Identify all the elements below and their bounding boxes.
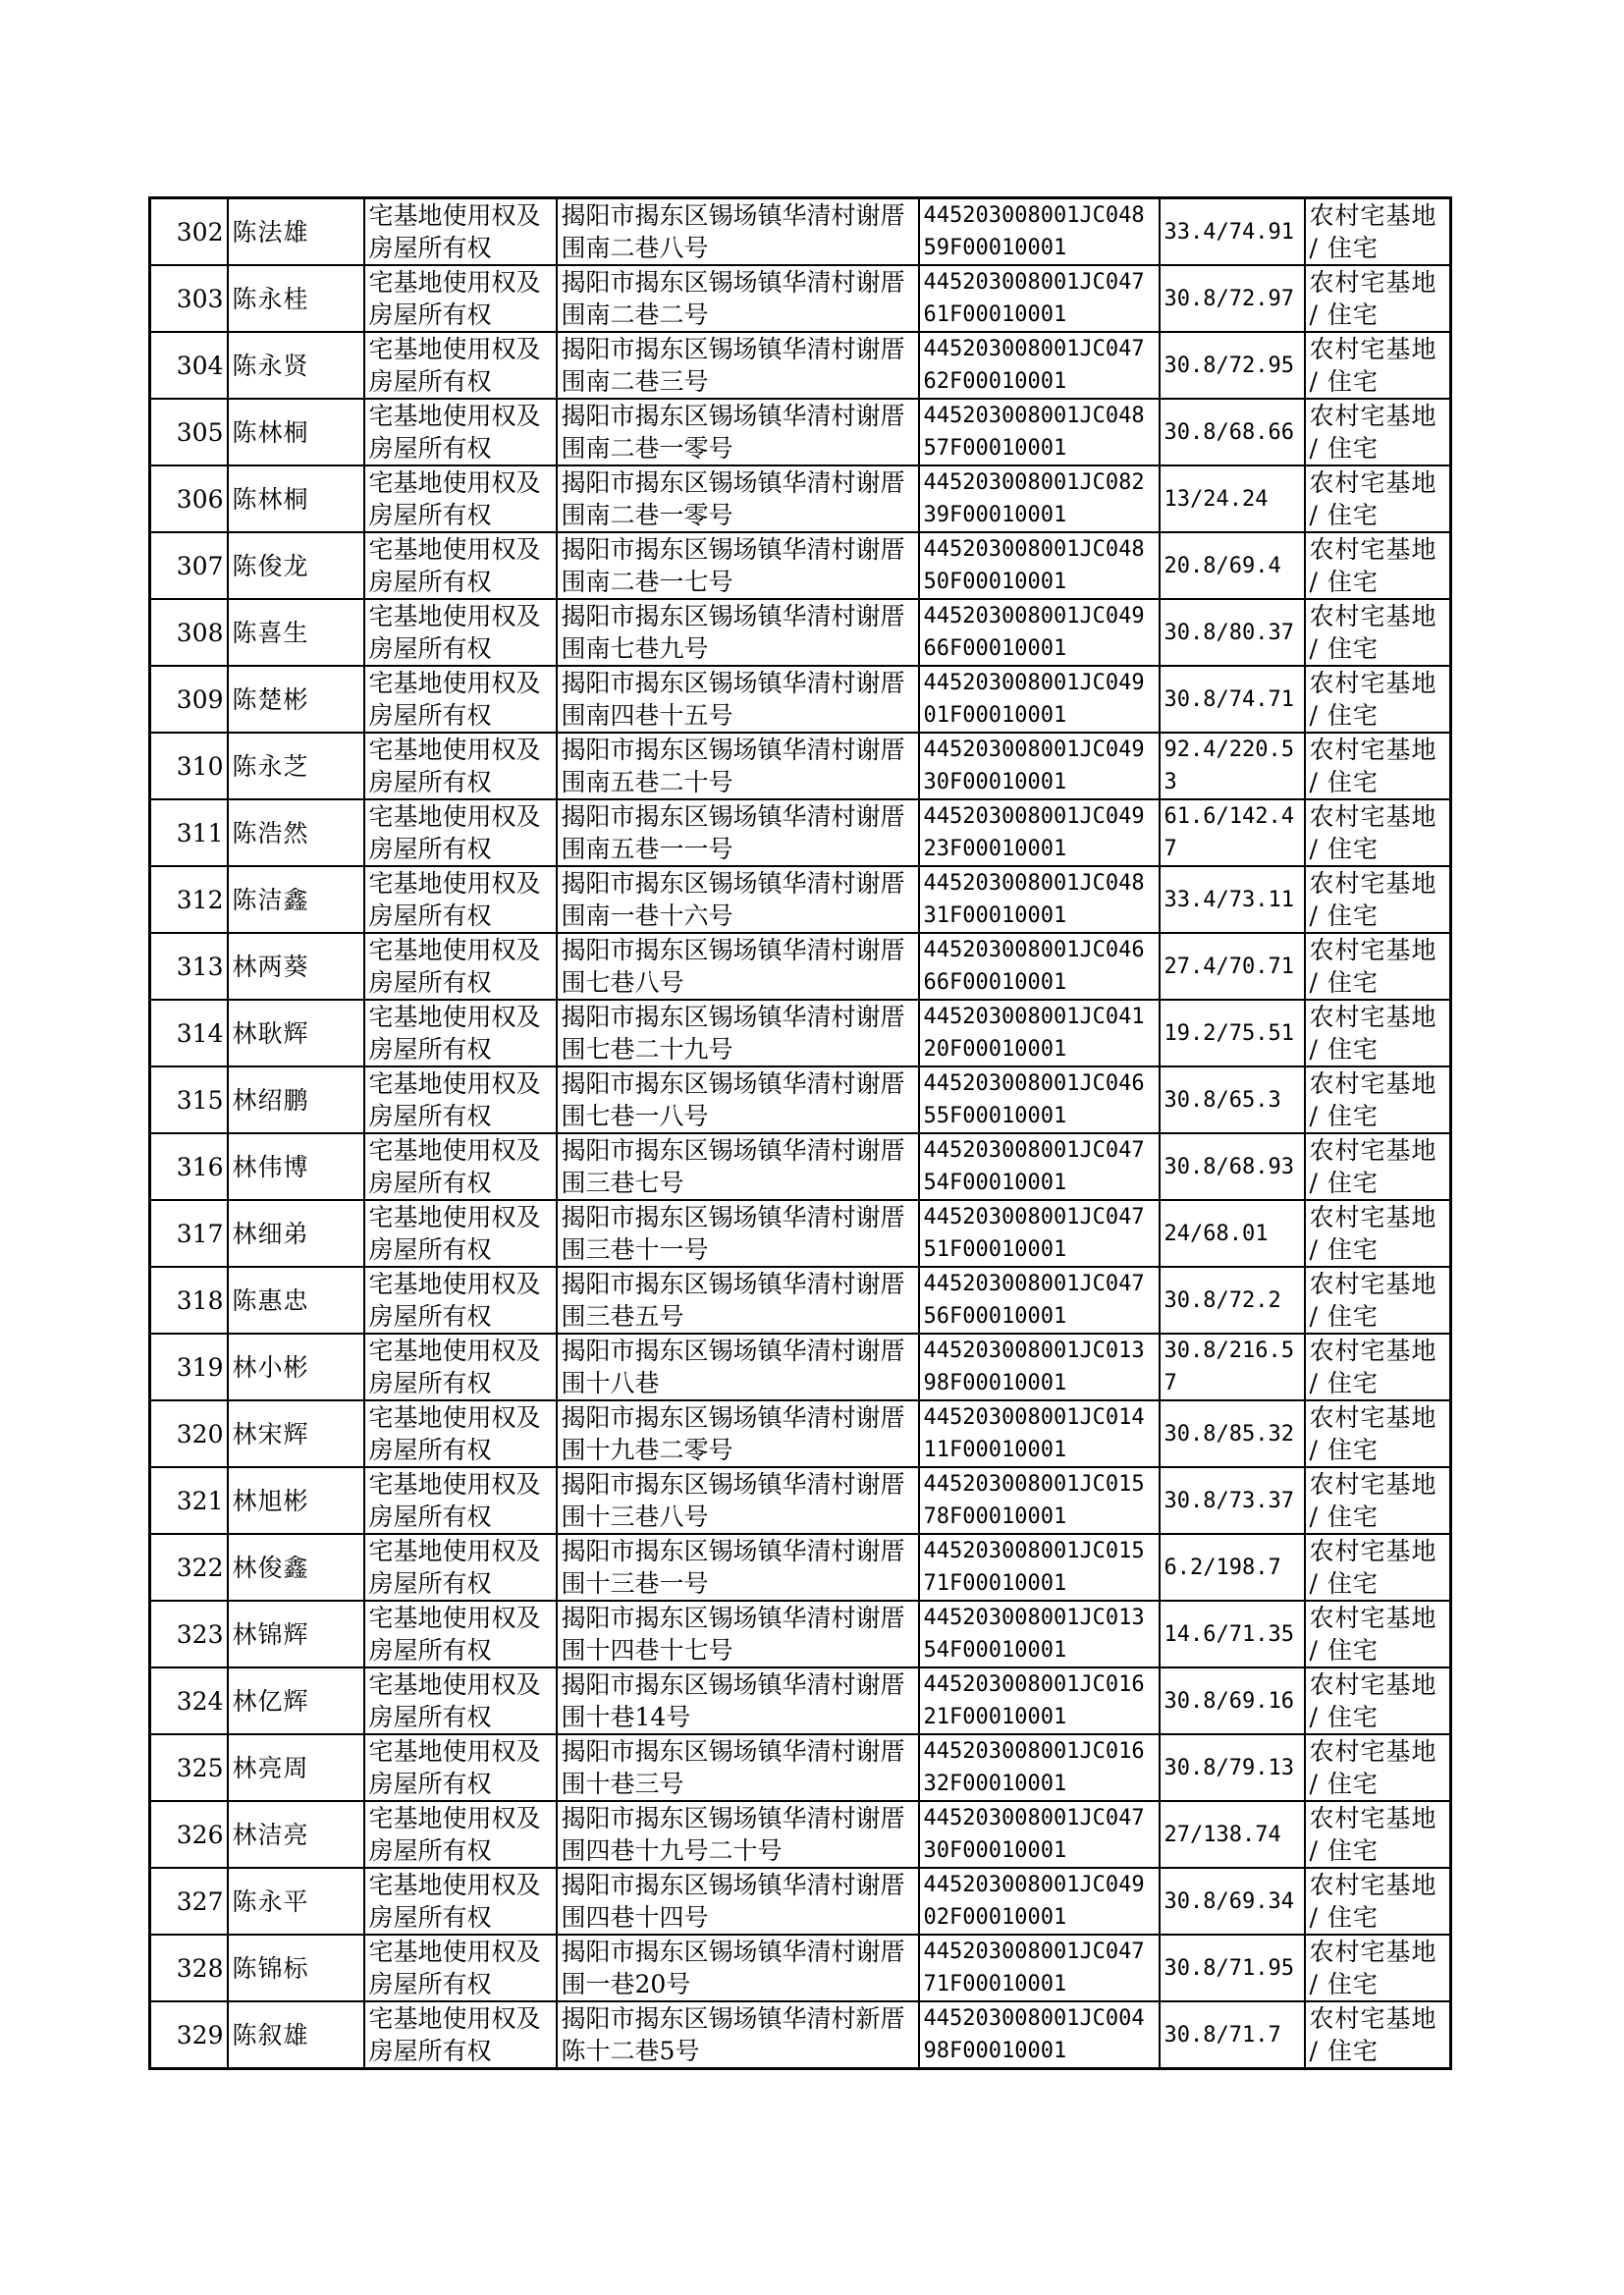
row-number: 322 (150, 1534, 228, 1601)
property-address: 揭阳市揭东区锡场镇华清村谢厝围七巷一八号 (557, 1066, 919, 1133)
owner-name: 陈永平 (228, 1868, 364, 1935)
property-address: 揭阳市揭东区锡场镇华清村谢厝围南五巷二十号 (557, 733, 919, 799)
row-number: 306 (150, 465, 228, 532)
row-number: 308 (150, 599, 228, 666)
area-value: 27.4/70.71 (1160, 933, 1305, 1000)
owner-name: 林宋辉 (228, 1400, 364, 1467)
row-number: 307 (150, 532, 228, 599)
table-row (150, 2001, 1451, 2069)
unit-code: 445203008001JC04966F00010001 (919, 599, 1160, 666)
owner-name: 林俊鑫 (228, 1534, 364, 1601)
property-address: 揭阳市揭东区锡场镇华清村谢厝围南二巷二号 (557, 265, 919, 332)
unit-code: 445203008001JC04751F00010001 (919, 1200, 1160, 1267)
row-number: 302 (150, 198, 228, 266)
area-value: 30.8/65.3 (1160, 1066, 1305, 1133)
property-address: 揭阳市揭东区锡场镇华清村谢厝围三巷七号 (557, 1133, 919, 1200)
right-type: 宅基地使用权及房屋所有权 (364, 2001, 557, 2069)
table-row (150, 1935, 1451, 2001)
right-type: 宅基地使用权及房屋所有权 (364, 1000, 557, 1066)
owner-name: 陈叙雄 (228, 2001, 364, 2069)
table-row (150, 265, 1451, 332)
row-number: 314 (150, 1000, 228, 1066)
area-value: 30.8/69.16 (1160, 1667, 1305, 1734)
unit-code: 445203008001JC04771F00010001 (919, 1935, 1160, 2001)
owner-name: 林锦辉 (228, 1601, 364, 1667)
owner-name: 陈林桐 (228, 399, 364, 465)
right-type: 宅基地使用权及房屋所有权 (364, 799, 557, 866)
unit-code: 445203008001JC04831F00010001 (919, 866, 1160, 933)
owner-name: 林绍鹏 (228, 1066, 364, 1133)
property-address: 揭阳市揭东区锡场镇华清村谢厝围十三巷八号 (557, 1467, 919, 1534)
owner-name: 林洁亮 (228, 1801, 364, 1868)
table-row (150, 332, 1451, 399)
right-type: 宅基地使用权及房屋所有权 (364, 1133, 557, 1200)
right-type: 宅基地使用权及房屋所有权 (364, 1334, 557, 1400)
land-use: 农村宅基地 / 住宅 (1305, 1133, 1451, 1200)
table-row (150, 1267, 1451, 1334)
area-value: 30.8/72.95 (1160, 332, 1305, 399)
owner-name: 陈永芝 (228, 733, 364, 799)
area-value: 14.6/71.35 (1160, 1601, 1305, 1667)
right-type: 宅基地使用权及房屋所有权 (364, 1267, 557, 1334)
area-value: 33.4/74.91 (1160, 198, 1305, 266)
row-number: 327 (150, 1868, 228, 1935)
row-number: 321 (150, 1467, 228, 1534)
row-number: 329 (150, 2001, 228, 2069)
table-row (150, 866, 1451, 933)
right-type: 宅基地使用权及房屋所有权 (364, 1467, 557, 1534)
property-address: 揭阳市揭东区锡场镇华清村谢厝围十三巷一号 (557, 1534, 919, 1601)
right-type: 宅基地使用权及房屋所有权 (364, 866, 557, 933)
row-number: 304 (150, 332, 228, 399)
property-address: 揭阳市揭东区锡场镇华清村谢厝围南七巷九号 (557, 599, 919, 666)
unit-code: 445203008001JC04666F00010001 (919, 933, 1160, 1000)
owner-name: 陈锦标 (228, 1935, 364, 2001)
property-address: 揭阳市揭东区锡场镇华清村谢厝围南二巷八号 (557, 198, 919, 266)
table-row (150, 465, 1451, 532)
owner-name: 陈楚彬 (228, 666, 364, 733)
right-type: 宅基地使用权及房屋所有权 (364, 1868, 557, 1935)
owner-name: 林细弟 (228, 1200, 364, 1267)
unit-code: 445203008001JC01632F00010001 (919, 1734, 1160, 1801)
property-address: 揭阳市揭东区锡场镇华清村谢厝围一巷20号 (557, 1935, 919, 2001)
right-type: 宅基地使用权及房屋所有权 (364, 1066, 557, 1133)
owner-name: 陈永贤 (228, 332, 364, 399)
unit-code: 445203008001JC01398F00010001 (919, 1334, 1160, 1400)
property-address: 揭阳市揭东区锡场镇华清村谢厝围南五巷一一号 (557, 799, 919, 866)
row-number: 323 (150, 1601, 228, 1667)
owner-name: 林两葵 (228, 933, 364, 1000)
right-type: 宅基地使用权及房屋所有权 (364, 1734, 557, 1801)
land-use: 农村宅基地 / 住宅 (1305, 1467, 1451, 1534)
right-type: 宅基地使用权及房屋所有权 (364, 265, 557, 332)
table-row (150, 1133, 1451, 1200)
right-type: 宅基地使用权及房屋所有权 (364, 933, 557, 1000)
land-use: 农村宅基地 / 住宅 (1305, 1267, 1451, 1334)
unit-code: 445203008001JC08239F00010001 (919, 465, 1160, 532)
area-value: 30.8/68.93 (1160, 1133, 1305, 1200)
area-value: 30.8/72.97 (1160, 265, 1305, 332)
table-row (150, 198, 1451, 266)
area-value: 30.8/68.66 (1160, 399, 1305, 465)
right-type: 宅基地使用权及房屋所有权 (364, 1534, 557, 1601)
unit-code: 445203008001JC04761F00010001 (919, 265, 1160, 332)
land-use: 农村宅基地 / 住宅 (1305, 1601, 1451, 1667)
table-row (150, 1066, 1451, 1133)
property-address: 揭阳市揭东区锡场镇华清村谢厝围南二巷一零号 (557, 399, 919, 465)
property-address: 揭阳市揭东区锡场镇华清村谢厝围七巷八号 (557, 933, 919, 1000)
area-value: 27/138.74 (1160, 1801, 1305, 1868)
property-address: 揭阳市揭东区锡场镇华清村谢厝围南二巷一零号 (557, 465, 919, 532)
row-number: 324 (150, 1667, 228, 1734)
area-value: 30.8/72.2 (1160, 1267, 1305, 1334)
row-number: 309 (150, 666, 228, 733)
unit-code: 445203008001JC04762F00010001 (919, 332, 1160, 399)
area-value: 30.8/71.95 (1160, 1935, 1305, 2001)
row-number: 325 (150, 1734, 228, 1801)
right-type: 宅基地使用权及房屋所有权 (364, 1200, 557, 1267)
land-use: 农村宅基地 / 住宅 (1305, 198, 1451, 266)
right-type: 宅基地使用权及房屋所有权 (364, 1801, 557, 1868)
property-address: 揭阳市揭东区锡场镇华清村谢厝围南二巷三号 (557, 332, 919, 399)
owner-name: 陈浩然 (228, 799, 364, 866)
land-use: 农村宅基地 / 住宅 (1305, 1534, 1451, 1601)
unit-code: 445203008001JC04901F00010001 (919, 666, 1160, 733)
land-use: 农村宅基地 / 住宅 (1305, 1334, 1451, 1400)
unit-code: 445203008001JC04756F00010001 (919, 1267, 1160, 1334)
table-row (150, 1734, 1451, 1801)
land-use: 农村宅基地 / 住宅 (1305, 1066, 1451, 1133)
table-row (150, 1801, 1451, 1868)
area-value: 24/68.01 (1160, 1200, 1305, 1267)
land-use: 农村宅基地 / 住宅 (1305, 599, 1451, 666)
owner-name: 陈永桂 (228, 265, 364, 332)
unit-code: 445203008001JC04859F00010001 (919, 198, 1160, 266)
table-row (150, 1868, 1451, 1935)
owner-name: 林旭彬 (228, 1467, 364, 1534)
table-row (150, 799, 1451, 866)
property-address: 揭阳市揭东区锡场镇华清村谢厝围十四巷十七号 (557, 1601, 919, 1667)
land-use: 农村宅基地 / 住宅 (1305, 1801, 1451, 1868)
table-row (150, 666, 1451, 733)
table-row (150, 733, 1451, 799)
right-type: 宅基地使用权及房屋所有权 (364, 532, 557, 599)
unit-code: 445203008001JC04754F00010001 (919, 1133, 1160, 1200)
property-address: 揭阳市揭东区锡场镇华清村谢厝围七巷二十九号 (557, 1000, 919, 1066)
right-type: 宅基地使用权及房屋所有权 (364, 1601, 557, 1667)
table-row (150, 1467, 1451, 1534)
area-value: 30.8/79.13 (1160, 1734, 1305, 1801)
land-use: 农村宅基地 / 住宅 (1305, 1667, 1451, 1734)
unit-code: 445203008001JC04923F00010001 (919, 799, 1160, 866)
area-value: 61.6/142.47 (1160, 799, 1305, 866)
land-use: 农村宅基地 / 住宅 (1305, 733, 1451, 799)
owner-name: 陈洁鑫 (228, 866, 364, 933)
right-type: 宅基地使用权及房屋所有权 (364, 399, 557, 465)
property-address: 揭阳市揭东区锡场镇华清村谢厝围三巷十一号 (557, 1200, 919, 1267)
property-address: 揭阳市揭东区锡场镇华清村谢厝围南二巷一七号 (557, 532, 919, 599)
property-address: 揭阳市揭东区锡场镇华清村新厝陈十二巷5号 (557, 2001, 919, 2069)
property-address: 揭阳市揭东区锡场镇华清村谢厝围十巷14号 (557, 1667, 919, 1734)
row-number: 313 (150, 933, 228, 1000)
property-address: 揭阳市揭东区锡场镇华清村谢厝围南一巷十六号 (557, 866, 919, 933)
unit-code: 445203008001JC04930F00010001 (919, 733, 1160, 799)
unit-code: 445203008001JC04655F00010001 (919, 1066, 1160, 1133)
unit-code: 445203008001JC04850F00010001 (919, 532, 1160, 599)
table-row (150, 532, 1451, 599)
owner-name: 林亮周 (228, 1734, 364, 1801)
area-value: 6.2/198.7 (1160, 1534, 1305, 1601)
area-value: 30.8/85.32 (1160, 1400, 1305, 1467)
owner-name: 林伟博 (228, 1133, 364, 1200)
land-use: 农村宅基地 / 住宅 (1305, 1200, 1451, 1267)
table-row (150, 399, 1451, 465)
owner-name: 林耿辉 (228, 1000, 364, 1066)
unit-code: 445203008001JC01411F00010001 (919, 1400, 1160, 1467)
owner-name: 陈法雄 (228, 198, 364, 266)
unit-code: 445203008001JC01578F00010001 (919, 1467, 1160, 1534)
property-address: 揭阳市揭东区锡场镇华清村谢厝围三巷五号 (557, 1267, 919, 1334)
unit-code: 445203008001JC01571F00010001 (919, 1534, 1160, 1601)
table-row (150, 1601, 1451, 1667)
property-address: 揭阳市揭东区锡场镇华清村谢厝围十巷三号 (557, 1734, 919, 1801)
table-row (150, 1000, 1451, 1066)
row-number: 305 (150, 399, 228, 465)
owner-name: 陈俊龙 (228, 532, 364, 599)
row-number: 303 (150, 265, 228, 332)
owner-name: 陈林桐 (228, 465, 364, 532)
row-number: 320 (150, 1400, 228, 1467)
area-value: 30.8/80.37 (1160, 599, 1305, 666)
area-value: 92.4/220.53 (1160, 733, 1305, 799)
area-value: 13/24.24 (1160, 465, 1305, 532)
right-type: 宅基地使用权及房屋所有权 (364, 733, 557, 799)
right-type: 宅基地使用权及房屋所有权 (364, 198, 557, 266)
right-type: 宅基地使用权及房屋所有权 (364, 599, 557, 666)
unit-code: 445203008001JC01354F00010001 (919, 1601, 1160, 1667)
area-value: 30.8/74.71 (1160, 666, 1305, 733)
row-number: 328 (150, 1935, 228, 2001)
area-value: 33.4/73.11 (1160, 866, 1305, 933)
row-number: 316 (150, 1133, 228, 1200)
unit-code: 445203008001JC04857F00010001 (919, 399, 1160, 465)
land-use: 农村宅基地 / 住宅 (1305, 1734, 1451, 1801)
land-use: 农村宅基地 / 住宅 (1305, 1868, 1451, 1935)
land-use: 农村宅基地 / 住宅 (1305, 465, 1451, 532)
row-number: 311 (150, 799, 228, 866)
row-number: 312 (150, 866, 228, 933)
property-address: 揭阳市揭东区锡场镇华清村谢厝围十八巷 (557, 1334, 919, 1400)
table-row (150, 1400, 1451, 1467)
land-use: 农村宅基地 / 住宅 (1305, 265, 1451, 332)
land-use: 农村宅基地 / 住宅 (1305, 799, 1451, 866)
owner-name: 林亿辉 (228, 1667, 364, 1734)
table-row (150, 1334, 1451, 1400)
table-row (150, 1534, 1451, 1601)
unit-code: 445203008001JC01621F00010001 (919, 1667, 1160, 1734)
table-row (150, 1200, 1451, 1267)
table-row (150, 1667, 1451, 1734)
area-value: 20.8/69.4 (1160, 532, 1305, 599)
row-number: 317 (150, 1200, 228, 1267)
area-value: 30.8/71.7 (1160, 2001, 1305, 2069)
row-number: 310 (150, 733, 228, 799)
table-row (150, 933, 1451, 1000)
land-use: 农村宅基地 / 住宅 (1305, 399, 1451, 465)
right-type: 宅基地使用权及房屋所有权 (364, 332, 557, 399)
area-value: 19.2/75.51 (1160, 1000, 1305, 1066)
right-type: 宅基地使用权及房屋所有权 (364, 666, 557, 733)
land-use: 农村宅基地 / 住宅 (1305, 666, 1451, 733)
unit-code: 445203008001JC04120F00010001 (919, 1000, 1160, 1066)
land-use: 农村宅基地 / 住宅 (1305, 1935, 1451, 2001)
owner-name: 陈惠忠 (228, 1267, 364, 1334)
land-use: 农村宅基地 / 住宅 (1305, 332, 1451, 399)
owner-name: 陈喜生 (228, 599, 364, 666)
area-value: 30.8/69.34 (1160, 1868, 1305, 1935)
land-use: 农村宅基地 / 住宅 (1305, 2001, 1451, 2069)
registry-table (148, 196, 1452, 2070)
property-address: 揭阳市揭东区锡场镇华清村谢厝围十九巷二零号 (557, 1400, 919, 1467)
land-use: 农村宅基地 / 住宅 (1305, 532, 1451, 599)
right-type: 宅基地使用权及房屋所有权 (364, 1400, 557, 1467)
row-number: 326 (150, 1801, 228, 1868)
land-use: 农村宅基地 / 住宅 (1305, 933, 1451, 1000)
owner-name: 林小彬 (228, 1334, 364, 1400)
land-use: 农村宅基地 / 住宅 (1305, 1400, 1451, 1467)
row-number: 319 (150, 1334, 228, 1400)
row-number: 315 (150, 1066, 228, 1133)
area-value: 30.8/73.37 (1160, 1467, 1305, 1534)
land-use: 农村宅基地 / 住宅 (1305, 1000, 1451, 1066)
unit-code: 445203008001JC04730F00010001 (919, 1801, 1160, 1868)
property-address: 揭阳市揭东区锡场镇华清村谢厝围南四巷十五号 (557, 666, 919, 733)
right-type: 宅基地使用权及房屋所有权 (364, 1935, 557, 2001)
unit-code: 445203008001JC00498F00010001 (919, 2001, 1160, 2069)
area-value: 30.8/216.57 (1160, 1334, 1305, 1400)
table-row (150, 599, 1451, 666)
row-number: 318 (150, 1267, 228, 1334)
land-use: 农村宅基地 / 住宅 (1305, 866, 1451, 933)
unit-code: 445203008001JC04902F00010001 (919, 1868, 1160, 1935)
property-address: 揭阳市揭东区锡场镇华清村谢厝围四巷十四号 (557, 1868, 919, 1935)
property-address: 揭阳市揭东区锡场镇华清村谢厝围四巷十九号二十号 (557, 1801, 919, 1868)
right-type: 宅基地使用权及房屋所有权 (364, 465, 557, 532)
right-type: 宅基地使用权及房屋所有权 (364, 1667, 557, 1734)
